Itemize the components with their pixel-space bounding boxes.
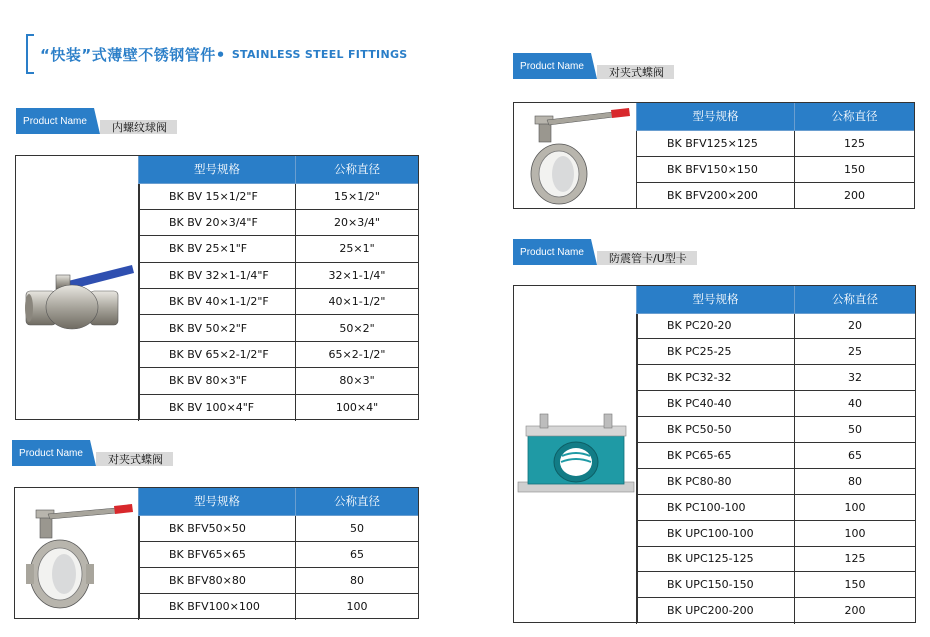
diameter-cell: 40 [795, 391, 916, 417]
model-cell: BK BFV100×100 [139, 594, 296, 620]
model-cell: BK BFV80×80 [139, 567, 296, 593]
model-cell: BK BFV150×150 [637, 156, 795, 182]
diameter-cell: 100 [795, 494, 916, 520]
product-name-value: 对夹式蝶阀 [597, 65, 674, 79]
product-name-label: Product Name [513, 239, 591, 265]
table-row [637, 494, 916, 520]
spec-table [636, 286, 915, 624]
product-name-label: Product Name [513, 53, 591, 79]
table-row [139, 183, 419, 209]
model-cell: BK PC32-32 [637, 365, 795, 391]
butterfly-valve-icon [514, 103, 637, 208]
table-row [637, 417, 916, 443]
product-name-value: 对夹式蝶阀 [96, 452, 173, 466]
product-block-butterfly-valve [14, 487, 419, 619]
model-cell: BK UPC125-125 [637, 546, 795, 572]
table-row [139, 394, 419, 420]
diameter-cell: 65 [296, 541, 419, 567]
table-row [637, 468, 916, 494]
heading-bracket [26, 34, 34, 74]
diameter-cell: 125 [795, 546, 916, 572]
spec-table [636, 103, 914, 209]
table-row [139, 262, 419, 288]
column-header-diameter: 公称直径 [296, 156, 419, 183]
product-block-pipe-clamp [513, 285, 916, 623]
product-name-label: Product Name [16, 108, 94, 134]
table-row [637, 391, 916, 417]
model-cell: BK BFV200×200 [637, 183, 795, 209]
diameter-cell: 125 [795, 130, 915, 156]
model-cell: BK BV 15×1/2"F [139, 183, 296, 209]
table-row [139, 289, 419, 315]
diameter-cell: 80 [795, 468, 916, 494]
table-row [139, 515, 419, 541]
spec-table [138, 156, 418, 421]
model-cell: BK PC20-20 [637, 313, 795, 339]
diameter-cell: 65×2-1/2" [296, 341, 419, 367]
model-cell: BK UPC100-100 [637, 520, 795, 546]
table-row [637, 572, 916, 598]
table-row [637, 183, 915, 209]
table-row [637, 313, 916, 339]
column-header-model: 型号规格 [637, 286, 795, 313]
diameter-cell: 150 [795, 156, 915, 182]
page-title-cn: “快装”式薄壁不锈钢管件• [40, 45, 226, 64]
model-cell: BK BV 40×1-1/2"F [139, 289, 296, 315]
table-row [637, 130, 915, 156]
diameter-cell: 32 [795, 365, 916, 391]
pipe-clamp-icon [514, 286, 638, 622]
table-row [637, 546, 916, 572]
product-name-value: 内螺纹球阀 [100, 120, 177, 134]
diameter-cell: 32×1-1/4" [296, 262, 419, 288]
table-row [637, 339, 916, 365]
model-cell: BK BV 25×1"F [139, 236, 296, 262]
table-header-row [637, 286, 916, 313]
model-cell: BK BFV50×50 [139, 515, 296, 541]
table-row [139, 567, 419, 593]
table-row [637, 442, 916, 468]
table-row [139, 209, 419, 235]
diameter-cell: 200 [795, 598, 916, 624]
product-block-ball-valve [15, 155, 419, 420]
model-cell: BK BV 32×1-1/4"F [139, 262, 296, 288]
product-block-butterfly-valve-large [513, 102, 915, 209]
model-cell: BK PC40-40 [637, 391, 795, 417]
column-header-model: 型号规格 [139, 488, 296, 515]
product-name-value: 防震管卡/U型卡 [597, 251, 697, 265]
table-row [637, 365, 916, 391]
column-header-model: 型号规格 [637, 103, 795, 130]
model-cell: BK PC100-100 [637, 494, 795, 520]
diameter-cell: 100 [795, 520, 916, 546]
diameter-cell: 50×2" [296, 315, 419, 341]
model-cell: BK BFV125×125 [637, 130, 795, 156]
table-row [139, 368, 419, 394]
table-row [637, 520, 916, 546]
model-cell: BK UPC150-150 [637, 572, 795, 598]
table-row [139, 594, 419, 620]
column-header-model: 型号规格 [139, 156, 296, 183]
diameter-cell: 80×3" [296, 368, 419, 394]
model-cell: BK BV 80×3"F [139, 368, 296, 394]
product-name-label: Product Name [12, 440, 90, 466]
diameter-cell: 150 [795, 572, 916, 598]
diameter-cell: 40×1-1/2" [296, 289, 419, 315]
model-cell: BK PC25-25 [637, 339, 795, 365]
diameter-cell: 20×3/4" [296, 209, 419, 235]
model-cell: BK BFV65×65 [139, 541, 296, 567]
diameter-cell: 100 [296, 594, 419, 620]
table-header-row [139, 156, 419, 183]
spec-table [138, 488, 418, 620]
diameter-cell: 50 [795, 417, 916, 443]
table-row [139, 236, 419, 262]
diameter-cell: 200 [795, 183, 915, 209]
page-title-en: STAINLESS STEEL FITTINGS [231, 47, 408, 61]
diameter-cell: 100×4" [296, 394, 419, 420]
table-row [637, 156, 915, 182]
model-cell: BK BV 20×3/4"F [139, 209, 296, 235]
model-cell: BK PC65-65 [637, 442, 795, 468]
table-row [139, 541, 419, 567]
model-cell: BK PC50-50 [637, 417, 795, 443]
page-heading [26, 34, 408, 74]
column-header-diameter: 公称直径 [296, 488, 419, 515]
ball-valve-icon [16, 156, 140, 419]
diameter-cell: 20 [795, 313, 916, 339]
model-cell: BK PC80-80 [637, 468, 795, 494]
diameter-cell: 15×1/2" [296, 183, 419, 209]
table-row [139, 315, 419, 341]
model-cell: BK BV 50×2"F [139, 315, 296, 341]
model-cell: BK BV 100×4"F [139, 394, 296, 420]
table-row [139, 341, 419, 367]
diameter-cell: 80 [296, 567, 419, 593]
diameter-cell: 25 [795, 339, 916, 365]
diameter-cell: 25×1" [296, 236, 419, 262]
table-row [637, 598, 916, 624]
column-header-diameter: 公称直径 [795, 103, 915, 130]
model-cell: BK UPC200-200 [637, 598, 795, 624]
diameter-cell: 65 [795, 442, 916, 468]
table-header-row [637, 103, 915, 130]
column-header-diameter: 公称直径 [795, 286, 916, 313]
butterfly-valve-icon [15, 488, 140, 618]
model-cell: BK BV 65×2-1/2"F [139, 341, 296, 367]
table-header-row [139, 488, 419, 515]
diameter-cell: 50 [296, 515, 419, 541]
